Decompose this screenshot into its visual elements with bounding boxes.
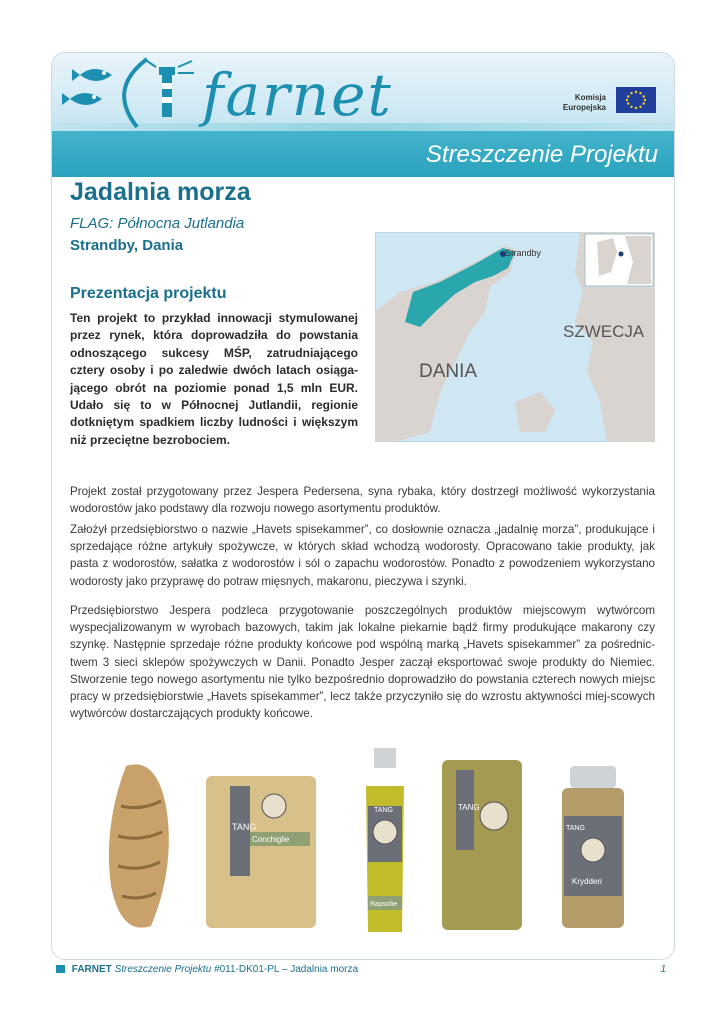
spice-brand-label: TANG [566,825,585,832]
product-photos [96,746,656,936]
intro-heading: Prezentacja projektu [70,285,227,302]
spice-name-label: Krydderi [572,877,602,886]
footer-code: #011-DK01-PL – Jadalnia morza [214,964,359,975]
paragraph-1: Projekt został przygotowany przez Jespera Pedersena, syna rybaka, który dostrzegł możliwość wykorzystania wodorostów jako podstawy dla rozwoju nowego asortymentu produktów. [70,485,655,516]
intro-text: Ten projekt to przykład innowacji stymulowanej przez rynek, która doprowadziła do powstania odnoszącego sukcesy MŚP, zatrudniającego cztery osoby i po zaledwie dwóch latach osiąga-jącego obrót na poziomie ponad 1,5 mln EUR. Udało się to w Północnej Jutlandii, regionie dotkniętym spadkiem liczby ludności i większym niż przeciętne bezrobociem. [70,311,358,447]
header-banner [52,53,674,177]
map-denmark [375,232,655,442]
tagliatelle-brand-label: TANG [458,803,480,812]
page-title: Jadalnia morza [70,178,251,206]
paragraph-3: Przedsiębiorstwo Jespera podzleca przygotowanie poszczególnych produktów miejscowym wytwórcom wyspecjalizowanym w wyrobach bazowych, takim jak lokalne piekarnie bądź firmy produkujące makarony czy szynkę. Następnie sprzedaje różne produkty końcowe pod wspólną marką „Havets spisekammer” za pośrednic-twem 3 sieci sklepów spożywczych w Danii. Ponadto Jesper zaczął eksportować swoje produkty do Niemiec. Stworzenie tego nowego asortymentu nie tylko bezpośrednio doprowadziło do powstania czterech nowych miejsc pracy w przedsiębiorstwie „Havets spisekammer”, lecz także przyczyniło się do wzrostu aktywności miej-scowych wytwórców dostarczających produkty końcowe. [70,604,655,721]
map-label-town: Strandby [505,248,542,258]
farnet-logo-text: farnet [202,61,393,129]
eu-label-line2: Europejska [562,103,606,112]
oil-bottle-image [366,748,404,932]
paragraph-2: Założył przedsiębiorstwo o nazwie „Havets spisekammer”, co dosłownie oznacza „jadalnię morza”, produkujące i sprzedające różne artykuły spożywcze, w których skład wchodzą wodorosty. Opracowano takie produkty, jak pasta z wodorostów, sałatka z wodorostów i sól o zapachu wodorostów. Ponadto z powodzeniem wykorzystano wodorosty jako przyprawę do potraw mięsnych, makaronu, pieczywa i szynki. [70,523,655,588]
oil-name-label: Rapsolie [370,901,398,908]
farnet-fish-lighthouse-icon [52,53,212,133]
location: Strandby, Dania [70,237,184,254]
footer-mark-icon [56,965,65,973]
spice-jar-image [562,766,624,928]
tagliatelle-bag-image [442,760,522,930]
page-number: 1 [660,964,666,975]
section-title: Streszczenie Projektu [425,141,658,168]
footer-brand: FARNET [71,964,112,975]
pasta-brand-label: TANG [232,822,257,832]
bread-image [109,764,169,927]
oil-brand-label: TANG [374,807,393,814]
flag-name: FLAG: Północna Jutlandia [70,215,245,232]
eu-flag-icon [616,87,656,113]
page-footer [56,964,666,975]
map-label-denmark: DANIA [419,361,478,382]
footer-series: Streszczenie Projektu [114,964,212,975]
eu-commission-label [546,93,606,113]
map-label-sweden: SZWECJA [563,322,645,341]
pasta-bag-image [206,776,316,928]
eu-label-line1: Komisja [574,93,606,102]
pasta-name-label: Conchiglie [252,835,290,844]
